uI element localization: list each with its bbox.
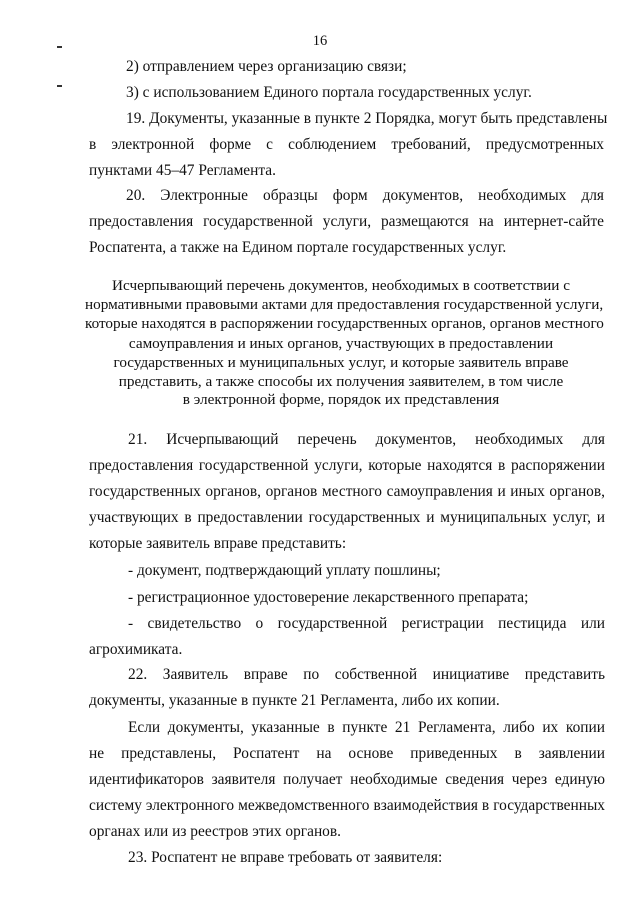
text-line: предоставления государственной услуги, которые находятся в распоряжении bbox=[89, 457, 605, 474]
text-line: 3) с использованием Единого портала государственных услуг. bbox=[126, 84, 532, 101]
text-line: 19. Документы, указанные в пункте 2 Порядка, могут быть представлены bbox=[126, 110, 608, 127]
text-line: документы, указанные в пункте 21 Регламента, либо их копии. bbox=[89, 692, 500, 709]
text-line: государственных органов, органов местного самоуправления и иных органов, bbox=[89, 483, 605, 500]
text-line: в электронной форме с соблюдением требований, предусмотренных bbox=[89, 136, 604, 153]
section-heading-line: которые находятся в распоряжении государственных органов, органов местного bbox=[85, 315, 604, 332]
text-line: систему электронного межведомственного взаимодействия в государственных bbox=[89, 797, 605, 814]
text-line: 21. Исчерпывающий перечень документов, необходимых для bbox=[128, 431, 605, 448]
section-heading-line: Исчерпывающий перечень документов, необходимых в соответствии с bbox=[112, 277, 570, 294]
page-number: 16 bbox=[312, 33, 328, 49]
text-line: 23. Роспатент не вправе требовать от заявителя: bbox=[128, 849, 443, 866]
text-line: агрохимиката. bbox=[89, 641, 183, 658]
section-heading-line: представить, а также способы их получения заявителем, в том числе bbox=[118, 373, 564, 390]
list-item: - свидетельство о государственной регистрации пестицида или bbox=[128, 615, 605, 632]
text-line: предоставления государственной услуги, размещаются на интернет-сайте bbox=[89, 213, 604, 230]
text-line: 20. Электронные образцы форм документов, необходимых для bbox=[126, 187, 604, 204]
text-line: органах или из реестров этих органов. bbox=[89, 823, 341, 840]
text-line: Если документы, указанные в пункте 21 Регламента, либо их копии bbox=[128, 719, 605, 736]
text-line: Роспатента, а также на Едином портале государственных услуг. bbox=[89, 239, 507, 256]
margin-mark bbox=[57, 85, 62, 87]
section-heading-line: самоуправления и иных органов, участвующих в предоставлении bbox=[128, 335, 554, 352]
section-heading-line: в электронной форме, порядок их представления bbox=[182, 391, 500, 408]
section-heading-line: государственных и муниципальных услуг, и которые заявитель вправе bbox=[113, 354, 569, 371]
text-line: 22. Заявитель вправе по собственной инициативе представить bbox=[128, 666, 605, 683]
text-line: пунктами 45–47 Регламента. bbox=[89, 162, 276, 179]
margin-mark bbox=[57, 46, 62, 48]
list-item: - регистрационное удостоверение лекарственного препарата; bbox=[128, 589, 529, 606]
text-line: которые заявитель вправе представить: bbox=[89, 535, 347, 552]
text-line: участвующих в предоставлении государственных и муниципальных услуг, и bbox=[89, 509, 605, 526]
text-line: идентификаторов заявителя получает необходимые сведения через единую bbox=[89, 771, 605, 788]
text-line: не представлены, Роспатент на основе приведенных в заявлении bbox=[89, 745, 605, 762]
text-line: 2) отправлением через организацию связи; bbox=[126, 58, 407, 75]
list-item: - документ, подтверждающий уплату пошлины; bbox=[128, 562, 441, 579]
section-heading-line: нормативными правовыми актами для предоставления государственной услуги, bbox=[85, 296, 604, 313]
